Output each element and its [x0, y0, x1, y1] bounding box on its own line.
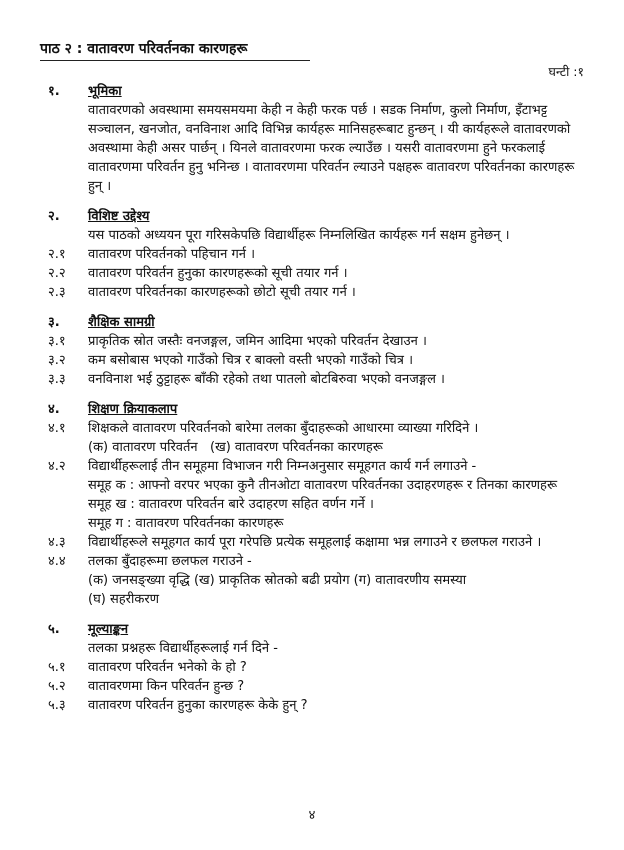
item-text: प्राकृतिक स्रोत जस्तैः वनजङ्गल, जमिन आदिमा भएको परिवर्तन देखाउन ।: [88, 334, 427, 349]
item-number: २.२: [48, 266, 66, 281]
section-objectives: [48, 207, 590, 302]
list-item: [48, 658, 590, 677]
item-text: वातावरण परिवर्तन भनेको के हो ?: [88, 660, 247, 675]
section-heading: [48, 400, 590, 419]
lesson-title: पाठ २ : वातावरण परिवर्तनका कारणहरू: [40, 41, 248, 57]
list-item: [48, 419, 590, 438]
section-number: २.: [48, 209, 60, 224]
sub-points: (क) जनसङ्ख्या वृद्धि (ख) प्राकृतिक स्रोतको बढी प्रयोग (ग) वातावरणीय समस्या: [88, 573, 467, 588]
section-heading: [48, 207, 590, 226]
list-item: [48, 264, 590, 283]
item-text: विद्यार्थीहरूलाई तीन समूहमा विभाजन गरी निम्नअनुसार समूहगत कार्य गर्न लगाउने -: [88, 459, 477, 474]
item-number: ३.२: [48, 353, 66, 368]
section-number: ३.: [48, 315, 60, 330]
group-task: समूह ग : वातावरण परिवर्तनका कारणहरू: [88, 516, 284, 531]
paragraph: तलका प्रश्नहरू विद्यार्थीहरूलाई गर्न दिने -: [88, 641, 278, 656]
section-title: शिक्षण क्रियाकलाप: [88, 402, 178, 417]
lesson-content: [48, 82, 590, 726]
title-row: [40, 40, 600, 59]
list-item: [48, 332, 590, 351]
item-number: ४.४: [48, 554, 66, 569]
list-item: [48, 351, 590, 370]
sub-points: (घ) सहरीकरण: [88, 592, 160, 607]
section-materials: [48, 313, 590, 389]
section-number: ५.: [48, 622, 60, 637]
item-number: ५.१: [48, 660, 66, 675]
page-number: ४: [308, 808, 316, 823]
item-number: ५.३: [48, 698, 66, 713]
item-text: वातावरण परिवर्तन हुनुका कारणहरूको सूची तयार गर्न ।: [88, 266, 348, 281]
list-item: [48, 552, 590, 571]
section-introduction: [48, 82, 590, 196]
list-item: [48, 283, 590, 302]
section-heading: [48, 620, 590, 639]
list-item: [48, 370, 590, 389]
item-number: २.३: [48, 285, 66, 300]
item-text: वातावरण परिवर्तन हुनुका कारणहरू केके हुन् ?: [88, 698, 308, 713]
item-text: वनविनाश भई ठुट्टाहरू बाँकी रहेको तथा पातलो बोटबिरुवा भएको वनजङ्गल ।: [88, 372, 445, 387]
section-number: ४.: [48, 402, 60, 417]
item-number: ५.२: [48, 679, 66, 694]
group-task: समूह क : आफ्नो वरपर भएका कुनै तीनओटा वातावरण परिवर्तनका उदाहरणहरू र तिनका कारणहरू: [88, 478, 558, 493]
section-heading: [48, 313, 590, 332]
paragraph: यस पाठको अध्ययन पूरा गरिसकेपछि विद्यार्थीहरू निम्नलिखित कार्यहरू गर्न सक्षम हुनेछन् ।: [88, 228, 510, 243]
item-text: कम बसोबास भएको गाउँको चित्र र बाक्लो वस्ती भएको गाउँको चित्र ।: [88, 353, 414, 368]
section-title: भूमिका: [88, 84, 122, 99]
section-title: मूल्याङ्कन: [88, 622, 129, 637]
list-item: [48, 245, 590, 264]
item-text: वातावरण परिवर्तनका कारणहरूको छोटो सूची तयार गर्न ।: [88, 285, 356, 300]
section-number: १.: [48, 84, 60, 99]
item-text: वातावरण परिवर्तनको पहिचान गर्न ।: [88, 247, 256, 262]
item-text: शिक्षकले वातावरण परिवर्तनको बारेमा तलका बुँदाहरूको आधारमा व्याख्या गरिदिने ।: [88, 421, 479, 436]
paragraph: वातावरणको अवस्थामा समयसमयमा केही न केही फरक पर्छ । सडक निर्माण, कुलो निर्माण, इँटाभट्ट सञ्चालन, खनजोत, वनविनाश आदि विभिन्न कार्यहरू मानिसहरूबाट हुन्छन् । यी कार्यहरूले वातावरणको अवस्थामा केही असर पार्छन् । यिनले वातावरणमा फरक ल्याउँछ । यसरी वातावरणमा हुने फरकलाई वातावरणमा परिवर्तन हुनु भनिन्छ । वातावरणमा परिवर्तन ल्याउने पक्षहरू वातावरण परिवर्तनका कारणहरू हुन् ।: [88, 103, 575, 194]
section-title: विशिष्ट उद्देश्य: [88, 209, 150, 224]
title-underline: [40, 60, 310, 61]
item-number: २.१: [48, 247, 66, 262]
section-activities: [48, 400, 590, 609]
list-item: [48, 677, 590, 696]
item-text: विद्यार्थीहरूले समूहगत कार्य पूरा गरेपछि प्रत्येक समूहलाई कक्षामा भन्न लगाउने र छलफल गराउने ।: [88, 535, 542, 550]
list-item: [48, 457, 590, 476]
item-number: ३.३: [48, 372, 66, 387]
item-number: ४.२: [48, 459, 66, 474]
section-evaluation: [48, 620, 590, 715]
item-text: वातावरणमा किन परिवर्तन हुन्छ ?: [88, 679, 245, 694]
list-item: [48, 533, 590, 552]
item-number: ४.३: [48, 535, 66, 550]
item-text: तलका बुँदाहरूमा छलफल गराउने -: [88, 554, 252, 569]
sub-points: (क) वातावरण परिवर्तन (ख) वातावरण परिवर्तनका कारणहरू: [88, 440, 383, 455]
item-number: ३.१: [48, 334, 66, 349]
list-item: [48, 696, 590, 715]
group-task: समूह ख : वातावरण परिवर्तन बारे उदाहरण सहित वर्णन गर्ने ।: [88, 497, 374, 512]
item-number: ४.१: [48, 421, 66, 436]
section-title: शैक्षिक सामग्री: [88, 315, 155, 330]
section-heading: [48, 82, 590, 101]
period-label: घन्टी :१: [548, 64, 584, 79]
